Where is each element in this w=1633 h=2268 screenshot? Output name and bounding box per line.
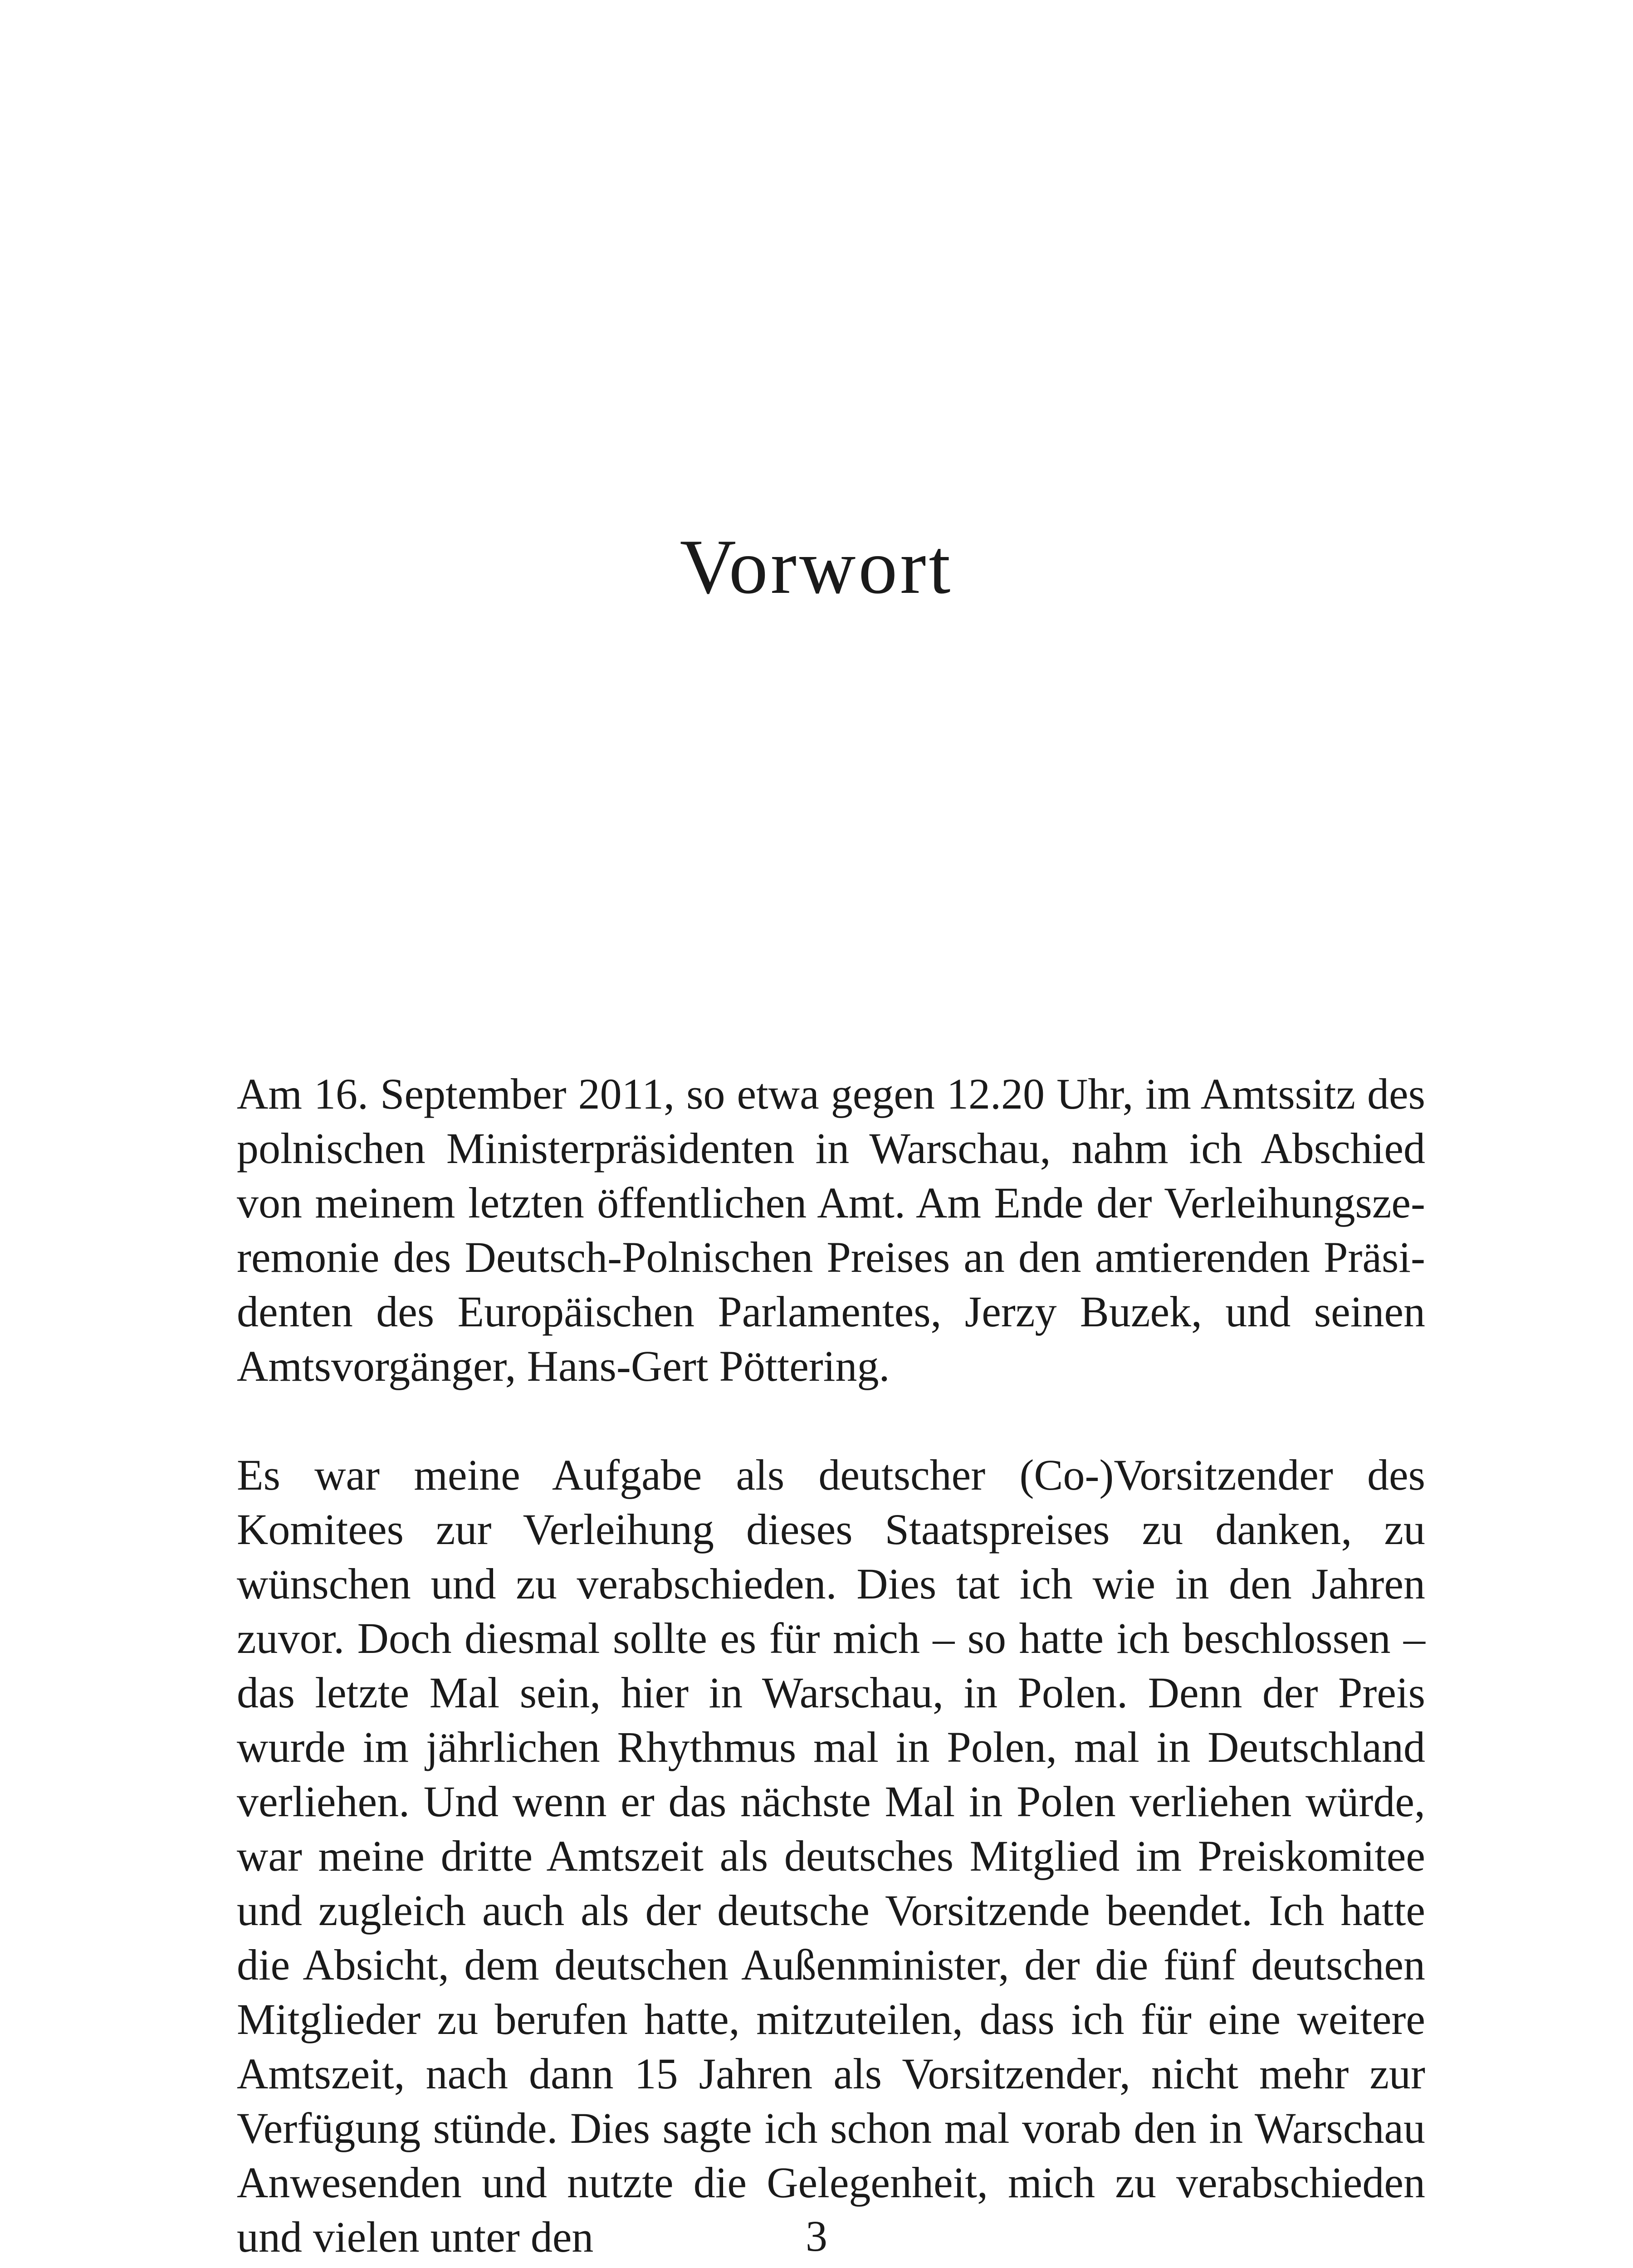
page-number: 3 xyxy=(806,2212,827,2260)
chapter-title: Vorwort xyxy=(680,524,953,610)
paragraph: Am 16. September 2011, so etwa gegen 12.20 Uhr, im Amtssitz des polnischen Ministerpräsidenten in Warschau, nahm ich Abschied von meinem letzten öffentlichen Amt. Am Ende der Verleihungszeremonie des Deutsch-Polnischen Preises an den amtierenden Präsidenten des Europäischen Parlamentes, Jerzy Buzek, und seinen Amtsvorgänger, Hans-Gert Pöttering. xyxy=(237,1070,1425,1390)
body-text xyxy=(237,1067,1425,2264)
paragraph: Es war meine Aufgabe als deutscher (Co-)Vorsitzender des Komitees zur Verleihung dieses Staatspreises zu danken, zu wünschen und zu verabschieden. Dies tat ich wie in den Jahren zuvor. Doch diesmal sollte es für mich – so hatte ich beschlossen – das letzte Mal sein, hier in Warschau, in Polen. Denn der Preis wurde im jährlichen Rhythmus mal in Polen, mal in Deutschland verliehen. Und wenn er das nächste Mal in Polen verliehen würde, war meine dritte Amtszeit als deutsches Mitglied im Preiskomitee und zugleich auch als der deutsche Vorsitzende beendet. Ich hatte die Absicht, dem deutschen Außenminister, der die fünf deutschen Mitglieder zu berufen hatte, mitzuteilen, dass ich für eine weitere Amtszeit, nach dann 15 Jahren als Vorsitzender, nicht mehr zur Verfügung stünde. Dies sagte ich schon mal vorab den in Warschau Anwesenden und nutzte die Gelegenheit, mich zu verabschieden und vielen unter den xyxy=(237,1451,1425,2261)
